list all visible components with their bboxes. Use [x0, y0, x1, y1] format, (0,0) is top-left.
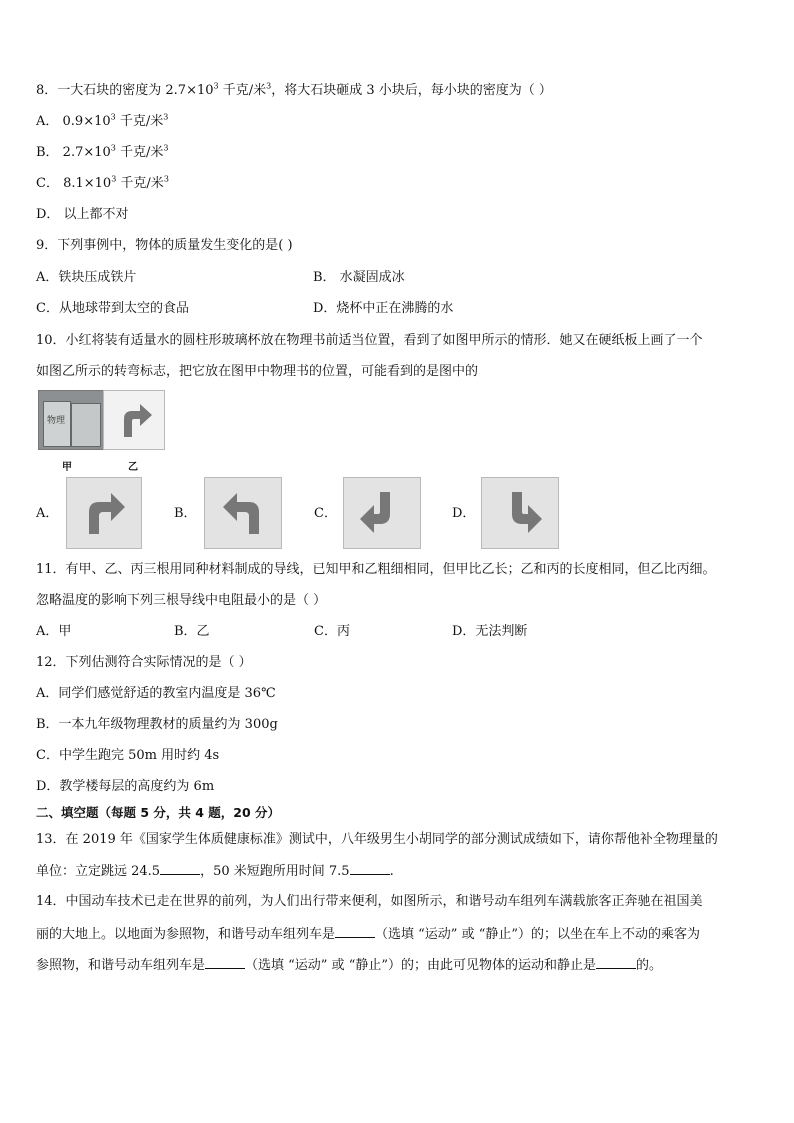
- q11-option-c[interactable]: C．丙: [314, 624, 350, 639]
- glass-cup: [71, 403, 101, 447]
- turn-left-arrow-icon: [205, 478, 281, 548]
- q10-option-c-label[interactable]: C．: [314, 506, 337, 521]
- q10-option-c-image[interactable]: [343, 477, 421, 549]
- section-title-fill-blank: 二、填空题（每题 5 分，共 4 题，20 分）: [36, 805, 281, 820]
- q12-option-d[interactable]: D．教学楼每层的高度约为 6m: [36, 779, 215, 794]
- q10-option-d-label[interactable]: D．: [452, 506, 476, 521]
- q10-option-b-label[interactable]: B．: [174, 506, 197, 521]
- q9-option-a[interactable]: A．铁块压成铁片: [36, 270, 137, 285]
- book-title: 物理: [47, 416, 66, 426]
- q10-option-a-image[interactable]: [66, 477, 142, 549]
- q12-option-b[interactable]: B．一本九年级物理教材的质量约为 300g: [36, 717, 278, 732]
- figure-yi-sign: [103, 390, 165, 450]
- q14-line1: 14．中国动车技术已走在世界的前列，为人们出行带来便利，如图所示，和谐号动车组列车满载旅客正奔驰在祖国美: [36, 894, 703, 909]
- q12-option-c[interactable]: C．中学生跑完 50m 用时约 4s: [36, 748, 220, 763]
- q13-line2: 单位：立定跳远 24.5 ，50 米短跑所用时间 7.5 .: [36, 864, 394, 879]
- turn-right-arrow-icon: [67, 478, 141, 548]
- q8-option-c[interactable]: C． $8.1\times 10^3$ 千克/米$^3$: [36, 174, 169, 191]
- q11-option-d[interactable]: D．无法判断: [452, 624, 528, 639]
- q11-option-b[interactable]: B．乙: [174, 624, 210, 639]
- caption-jia: 甲: [62, 462, 72, 473]
- q10-stem-line1: 10．小红将装有适量水的圆柱形玻璃杯放在物理书前适当位置，看到了如图甲所示的情形．她又在硬纸板上画了一个: [36, 333, 703, 348]
- q14-line3: 参照物，和谐号动车组列车是 （选填 “运动” 或 “静止”）的；由此可见物体的运动和静止是 的。: [36, 958, 663, 973]
- q13-blank-1[interactable]: [160, 862, 200, 875]
- q10-option-a-label[interactable]: A．: [36, 506, 59, 521]
- turn-right-arrow-icon: [104, 391, 164, 449]
- q9-stem: 9．下列事例中，物体的质量发生变化的是( ): [36, 238, 293, 253]
- q14-line2: 丽的大地上。以地面为参照物，和谐号动车组列车是 （选填 “运动” 或 “静止”）的；以坐在车上不动的乘客为: [36, 927, 700, 942]
- q13-line1: 13．在 2019 年《国家学生体质健康标准》测试中，八年级男生小胡同学的部分测试成绩如下，请你帮他补全物理量的: [36, 832, 718, 847]
- down-left-arrow-icon: [344, 478, 420, 548]
- q12-option-a[interactable]: A．同学们感觉舒适的教室内温度是 36℃: [36, 686, 276, 701]
- q11-option-a[interactable]: A．甲: [36, 624, 72, 639]
- q11-stem-line1: 11．有甲、乙、丙三根用同种材料制成的导线，已知甲和乙粗细相同，但甲比乙长；乙和丙的长度相同，但乙比丙细。: [36, 562, 716, 577]
- q9-option-d[interactable]: D．烧杯中正在沸腾的水: [313, 301, 454, 316]
- figure-jia-photo: [38, 390, 104, 450]
- q14-blank-1[interactable]: [335, 925, 375, 938]
- q10-option-d-image[interactable]: [481, 477, 559, 549]
- q8-option-a[interactable]: A． $0.9\times 10^3$ 千克/米$^3$: [36, 112, 169, 129]
- q10-option-b-image[interactable]: [204, 477, 282, 549]
- q8-option-b[interactable]: B． $2.7\times 10^3$ 千克/米$^3$: [36, 143, 169, 160]
- q11-stem-line2: 忽略温度的影响下列三根导线中电阻最小的是（ ）: [36, 593, 327, 608]
- q8-option-d[interactable]: D． 以上都不对: [36, 207, 129, 222]
- caption-yi: 乙: [128, 462, 138, 473]
- down-right-arrow-icon: [482, 478, 558, 548]
- q10-stem-line2: 如图乙所示的转弯标志，把它放在图甲中物理书的位置，可能看到的是图中的: [36, 364, 479, 379]
- q14-blank-2[interactable]: [205, 956, 245, 969]
- q8-stem: 8．一大石块的密度为 $2.7\times 10^3$ 千克/米$^3$，将大石块砸成 3 小块后，每小块的密度为（ ）: [36, 81, 552, 98]
- q14-blank-3[interactable]: [596, 956, 636, 969]
- q12-stem: 12．下列估测符合实际情况的是（ ）: [36, 655, 252, 670]
- q9-option-c[interactable]: C．从地球带到太空的食品: [36, 301, 189, 316]
- q13-blank-2[interactable]: [350, 862, 390, 875]
- q9-option-b[interactable]: B． 水凝固成冰: [313, 270, 405, 285]
